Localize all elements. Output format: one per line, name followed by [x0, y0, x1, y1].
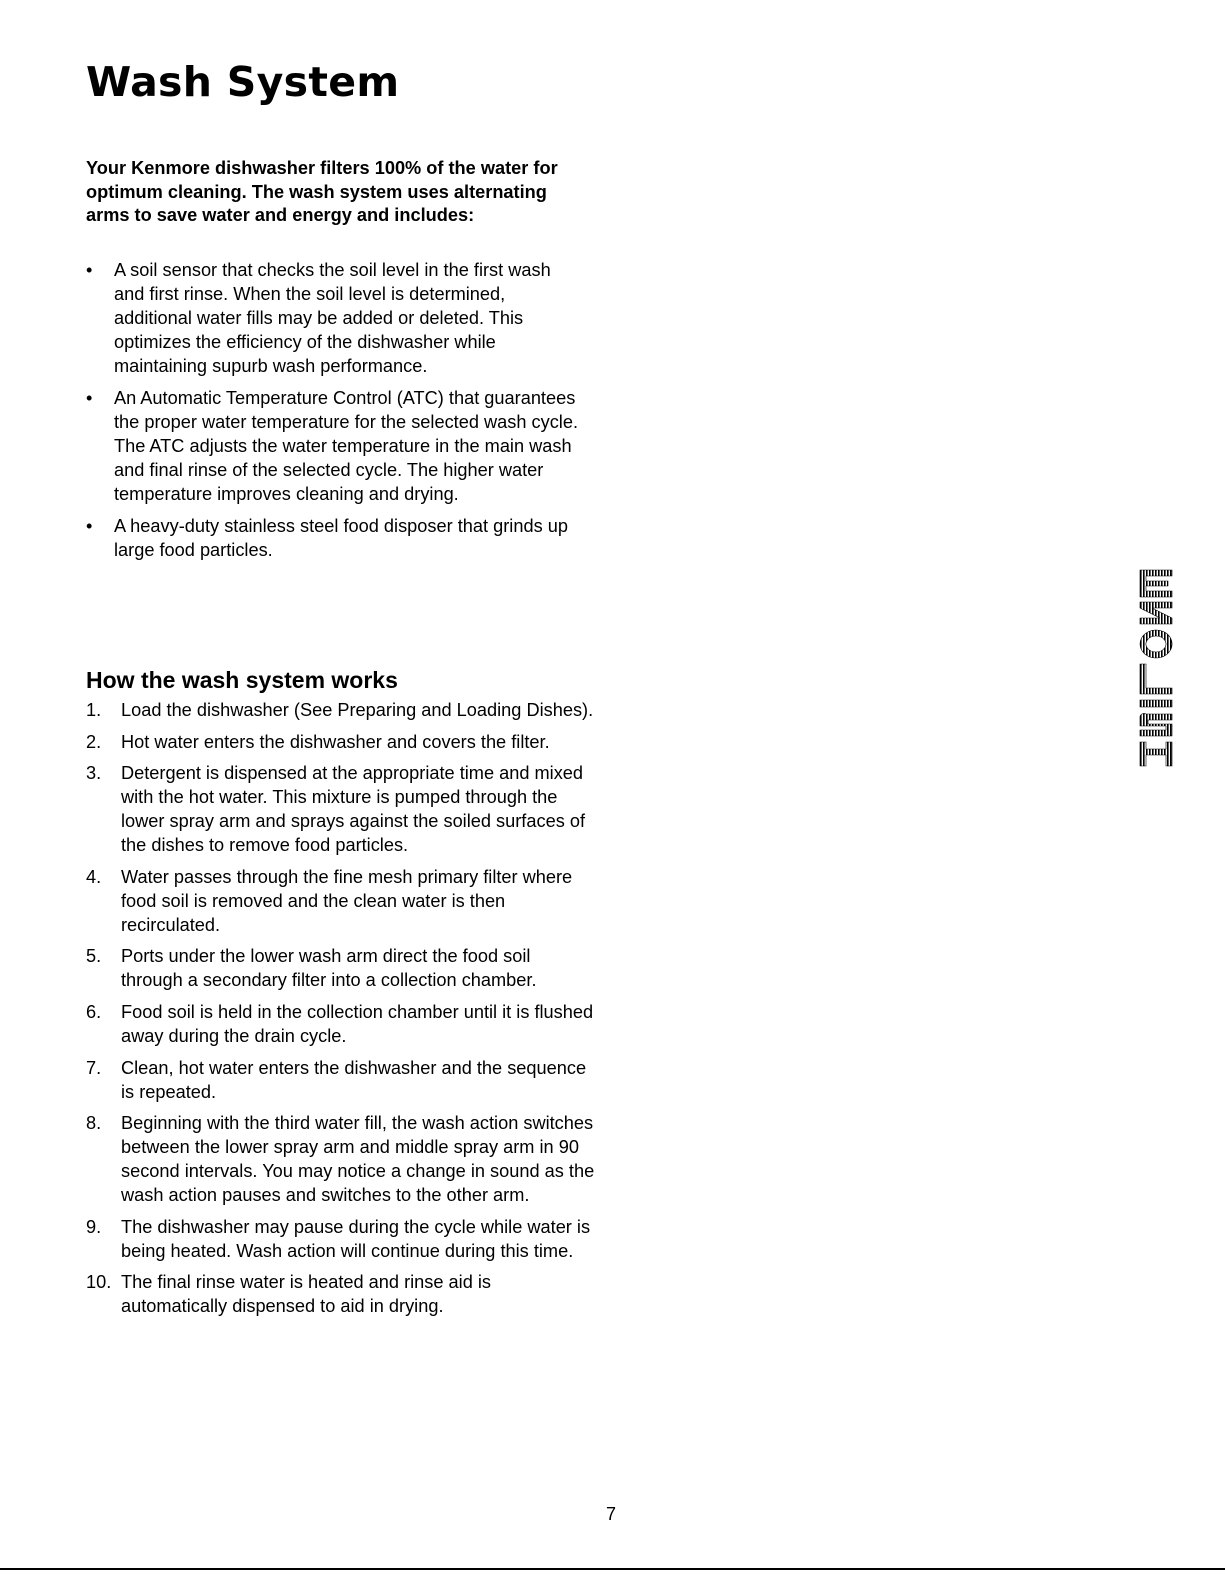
- step-number: 10.: [86, 1272, 112, 1293]
- list-item: [86, 761, 596, 857]
- feature-list: [86, 258, 586, 570]
- list-item: [86, 1000, 596, 1048]
- feature-text: A soil sensor that checks the soil level in the first wash and first rinse. When the soil level is determined, additional water fills may be added or deleted. This optimizes the efficiency of the dishwasher while maintaining supurb wash performance.: [114, 260, 551, 376]
- step-number: 2.: [86, 731, 102, 752]
- bullet-marker: •: [86, 260, 93, 280]
- step-number: 9.: [86, 1216, 102, 1237]
- section-heading: How the wash system works: [86, 667, 398, 693]
- list-item: [86, 1215, 596, 1263]
- list-item: [86, 514, 586, 562]
- step-number: 4.: [86, 866, 102, 887]
- english-tab-graphic: [1128, 568, 1184, 768]
- page-title: Wash System: [86, 58, 400, 106]
- step-text: Ports under the lower wash arm direct the food soil through a secondary filter into a collection chamber.: [121, 946, 537, 991]
- bottom-divider: [0, 1568, 1225, 1570]
- list-item: [86, 1111, 596, 1207]
- step-number: 6.: [86, 1001, 102, 1022]
- feature-text: An Automatic Temperature Control (ATC) that guarantees the proper water temperature for the selected wash cycle. The ATC adjusts the water temperature in the main wash and final rinse of the selected cycle. The higher water temperature improves cleaning and drying.: [114, 388, 579, 504]
- step-number: 8.: [86, 1113, 102, 1134]
- step-text: Load the dishwasher (See Preparing and Loading Dishes).: [121, 700, 594, 720]
- list-item: [86, 1056, 596, 1104]
- step-text: The dishwasher may pause during the cycle while water is being heated. Wash action will continue during this time.: [121, 1216, 591, 1261]
- step-number: 3.: [86, 763, 102, 784]
- steps-list: [86, 698, 596, 1326]
- language-label: [1128, 568, 1129, 569]
- step-number: 7.: [86, 1057, 102, 1078]
- step-text: Hot water enters the dishwasher and covers the filter.: [121, 731, 550, 752]
- list-item: [86, 258, 586, 378]
- list-item: [86, 944, 596, 992]
- list-item: [86, 698, 596, 722]
- step-text: The final rinse water is heated and rinse aid is automatically dispensed to aid in drying.: [121, 1272, 492, 1317]
- list-item: [86, 386, 586, 506]
- step-text: Food soil is held in the collection chamber until it is flushed away during the drain cycle.: [121, 1001, 594, 1046]
- bullet-marker: •: [86, 516, 93, 536]
- language-side-tab: [1128, 568, 1184, 768]
- list-item: [86, 730, 596, 754]
- intro-paragraph: Your Kenmore dishwasher filters 100% of the water for optimum cleaning. The wash system uses alternating arms to save water and energy and includes:: [86, 158, 558, 225]
- page-number: 7: [605, 1504, 616, 1524]
- step-text: Clean, hot water enters the dishwasher and the sequence is repeated.: [121, 1057, 587, 1102]
- list-item: [86, 865, 596, 937]
- step-text: Beginning with the third water fill, the wash action switches between the lower spray arm and middle spray arm in 90 second intervals. You may notice a change in sound as the wash action pauses and switches to the other arm.: [121, 1113, 595, 1206]
- step-number: 5.: [86, 946, 102, 967]
- list-item: [86, 1270, 596, 1318]
- feature-text: A heavy-duty stainless steel food disposer that grinds up large food particles.: [114, 516, 568, 560]
- bullet-marker: •: [86, 388, 93, 408]
- step-text: Water passes through the fine mesh primary filter where food soil is removed and the clean water is then recirculated.: [121, 866, 573, 935]
- step-text: Detergent is dispensed at the appropriate time and mixed with the hot water. This mixture is pumped through the lower spray arm and sprays against the soiled surfaces of the dishes to remove food particles.: [121, 763, 586, 856]
- step-number: 1.: [86, 700, 102, 720]
